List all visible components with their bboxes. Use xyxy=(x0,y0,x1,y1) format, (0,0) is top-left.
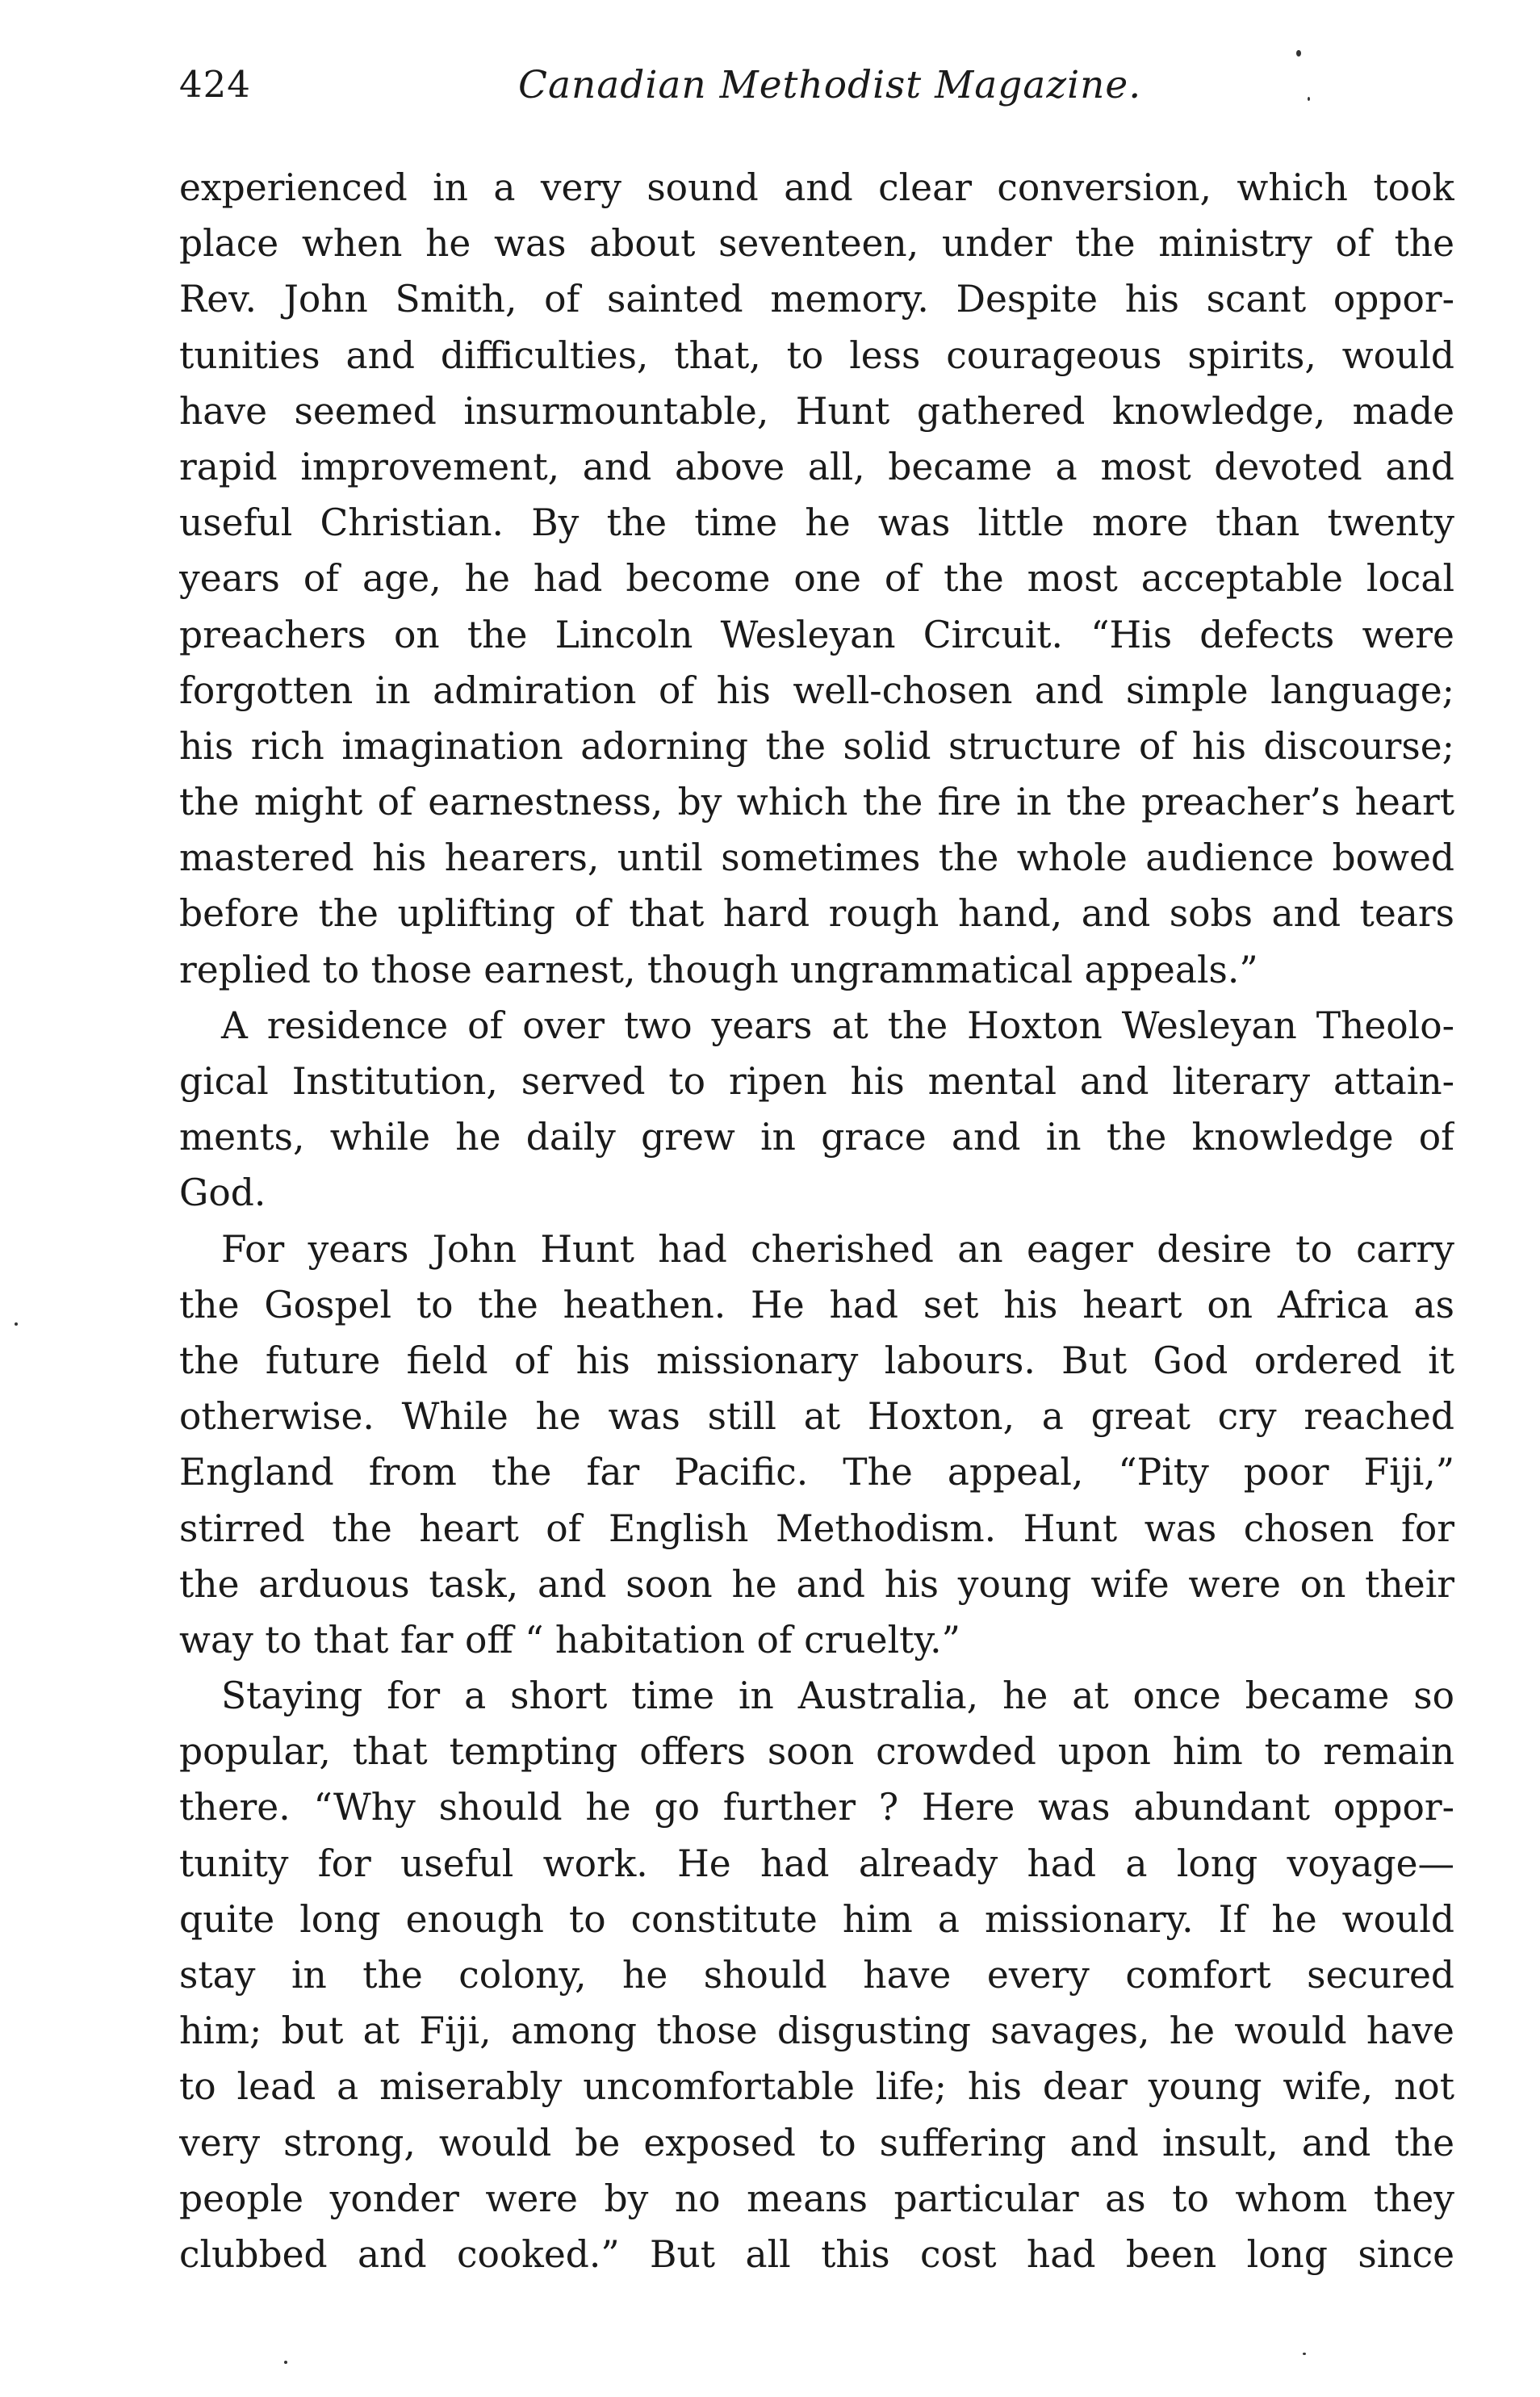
text-line: the arduous task, and soon he and his young wife were on their xyxy=(179,1562,1454,1606)
text-line: stirred the heart of English Methodism. Hunt was chosen for xyxy=(179,1507,1454,1550)
text-line: ments, while he daily grew in grace and in the knowledge of xyxy=(179,1116,1454,1159)
text-line: place when he was about seventeen, under the ministry of the xyxy=(179,222,1454,266)
text-line: very strong, would be exposed to suffering and insult, and the xyxy=(179,2121,1454,2164)
text-line: mastered his hearers, until sometimes the whole audience bowed xyxy=(179,836,1454,880)
text-line: preachers on the Lincoln Wesleyan Circuit. “His defects were xyxy=(179,613,1454,656)
scan-speck xyxy=(1303,2353,1306,2355)
scan-speck xyxy=(15,1322,18,1326)
text-line: rapid improvement, and above all, became a most devoted and xyxy=(179,445,1454,488)
text-line: tunities and difficulties, that, to less courageous spirits, would xyxy=(179,333,1454,377)
text-line: A residence of over two years at the Hoxton Wesleyan Theolo- xyxy=(221,1004,1454,1047)
text-line: the might of earnestness, by which the fire in the preacher’s heart xyxy=(179,781,1454,824)
text-line: useful Christian. By the time he was little more than twenty xyxy=(179,501,1454,545)
text-line: before the uplifting of that hard rough hand, and sobs and tears xyxy=(179,892,1454,936)
page-header xyxy=(179,63,1454,119)
body-text xyxy=(179,160,1454,2282)
text-line: years of age, he had become one of the most acceptable local xyxy=(179,557,1454,601)
text-line: the Gospel to the heathen. He had set his heart on Africa as xyxy=(179,1283,1454,1326)
text-line: way to that far off “ habitation of cruelty.” xyxy=(179,1618,960,1662)
text-line: forgotten in admiration of his well-chosen and simple language; xyxy=(179,668,1454,712)
page-number: 424 xyxy=(179,63,251,106)
text-line: stay in the colony, he should have every comfort secured xyxy=(179,1954,1454,1997)
text-line: have seemed insurmountable, Hunt gathered knowledge, made xyxy=(179,389,1454,433)
text-line: otherwise. While he was still at Hoxton, a great cry reached xyxy=(179,1395,1454,1439)
text-line: popular, that tempting offers soon crowded upon him to remain xyxy=(179,1730,1454,1774)
scan-speck xyxy=(1308,97,1310,101)
scan-speck xyxy=(284,2361,287,2364)
text-line: tunity for useful work. He had already had a long voyage— xyxy=(179,1842,1454,1885)
text-line: Rev. John Smith, of sainted memory. Despite his scant oppor- xyxy=(179,278,1454,321)
text-line: the future field of his missionary labours. But God ordered it xyxy=(179,1339,1454,1382)
text-line: experienced in a very sound and clear conversion, which took xyxy=(179,166,1454,209)
text-line: quite long enough to constitute him a missionary. If he would xyxy=(179,1897,1454,1941)
text-line: clubbed and cooked.” But all this cost had been long since xyxy=(179,2232,1454,2276)
text-line: people yonder were by no means particular as to whom they xyxy=(179,2177,1454,2220)
scan-speck xyxy=(1296,50,1301,57)
text-line: his rich imagination adorning the solid structure of his discourse; xyxy=(179,724,1454,768)
text-line: God. xyxy=(179,1171,266,1215)
text-line: him; but at Fiji, among those disgusting savages, he would have xyxy=(179,2009,1454,2053)
running-title: Canadian Methodist Magazine. xyxy=(518,63,1142,107)
text-line: gical Institution, served to ripen his mental and literary attain- xyxy=(179,1060,1454,1103)
text-line: For years John Hunt had cherished an eager desire to carry xyxy=(221,1227,1454,1271)
text-line: to lead a miserably uncomfortable life; his dear young wife, not xyxy=(179,2065,1454,2109)
text-line: there. “Why should he go further ? Here was abundant oppor- xyxy=(179,1786,1454,1829)
text-line: England from the far Pacific. The appeal, “Pity poor Fiji,” xyxy=(179,1451,1454,1494)
text-line: replied to those earnest, though ungrammatical appeals.” xyxy=(179,948,1258,991)
text-line: Staying for a short time in Australia, he at once became so xyxy=(221,1674,1454,1718)
